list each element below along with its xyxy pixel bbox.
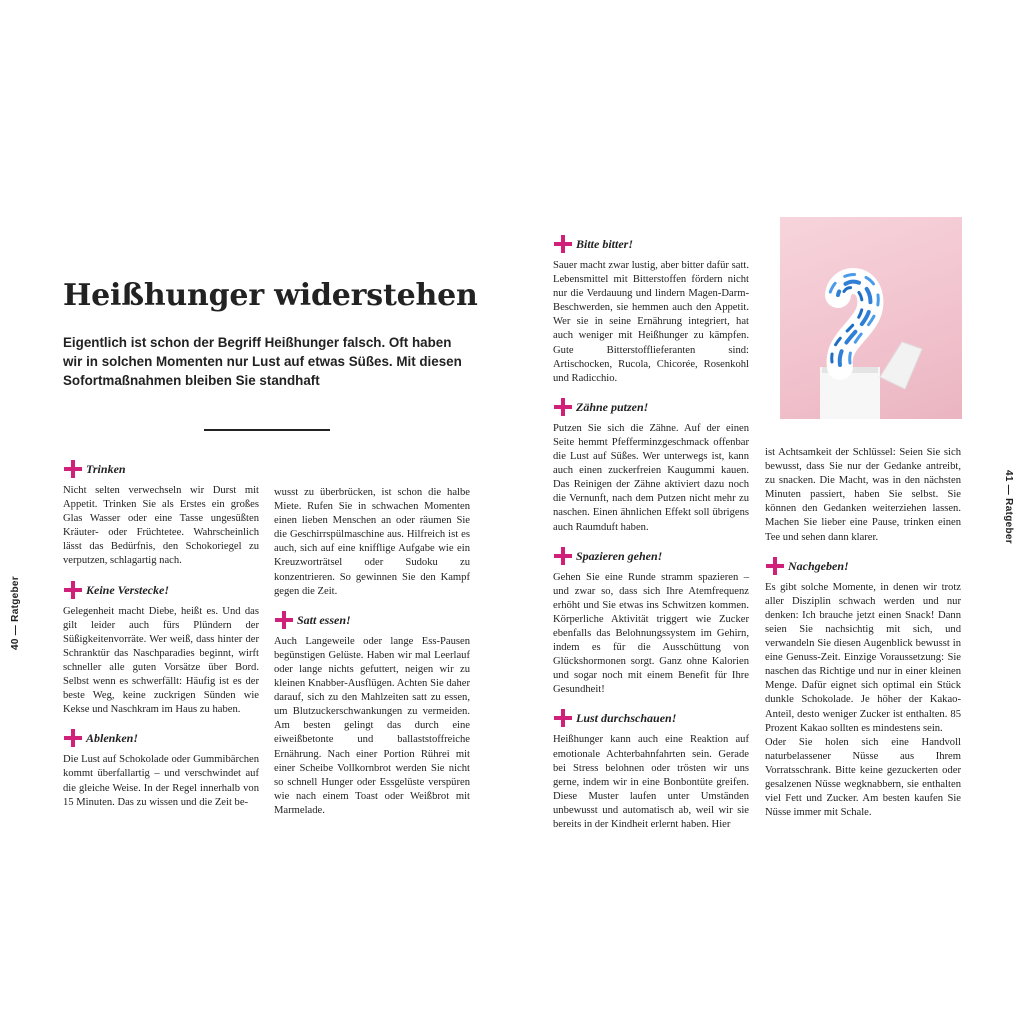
section-body: Putzen Sie sich die Zähne. Auf der einen Seite hemmt Pfefferminzgeschmack offenbar die Lust auf Süßes. Wer unterwegs ist, kann auch einen zuckerfreien Kaugummi kauen. Das Reinigen der Zähne aktiviert dazu noch die Vernunft, nach dem Putzen nicht mehr zu naschen. Einen ähnlichen Effekt soll übrigens auch Raumduft haben. (553, 422, 749, 533)
plus-icon (553, 397, 573, 417)
plus-icon (274, 610, 294, 630)
section-ablenken (63, 727, 259, 809)
section-body: Es gibt solche Momente, in denen wir trotz aller Disziplin schwach werden und nur denken: Ich brauche jetzt einen Snack! Dann seien Sie nachsichtig mit sich, und verwandeln Sie diesen Augenblick bewusst in eine Genuss-Zeit. Einzige Voraussetzung: Sie naschen das Richtige und nur in einer kleinen Menge. Dafür eignet sich optimal ein Stück dunkle Schokolade. Je höher der Kakao-Anteil, desto weniger Zucker ist enthalten. 85 Prozent Kakao sollten es mindestens sein. (765, 581, 961, 734)
section-spazieren-gehen (553, 545, 749, 698)
section-body: Die Lust auf Schokolade oder Gummibärchen kommt überfallartig – und verschwindet auf die gleiche Weise. In der Regel innerhalb von 15 Minuten. Das zu wissen und die Zeit be- (63, 754, 259, 808)
section-heading: Ablenken! (63, 727, 259, 749)
page-number-right: 41 — Ratgeber (1003, 470, 1014, 544)
column-2 (274, 486, 470, 828)
section-heading: Bitte bitter! (553, 233, 749, 255)
article-title: Heißhunger widerstehen (63, 278, 478, 313)
section-body: Auch Langeweile oder lange Ess-Pausen begünstigen Gelüste. Haben wir mal Leerlauf oder lange nichts gefuttert, neigen wir zu kleinen Knabber-Ausflügen. Achten Sie daher darauf, sich zu den Mahlzeiten satt zu essen, um Blutzuckerschwankungen zu vermeiden. Am besten gelingt das durch eine eiweißbetonte und ballaststoffreiche Ernährung. Nach einer Portion Rührei mit einer Scheibe Vollkornbrot werden Sie nicht so schnell Hunger oder Essgelüste verspüren wie nach einem Toast oder Weißbrot mit Marmelade. (274, 635, 470, 816)
title-divider (204, 429, 330, 431)
column-3 (553, 233, 749, 842)
section-heading: Spazieren gehen! (553, 545, 749, 567)
section-keine-verstecke (63, 579, 259, 718)
section-heading: Nachgeben! (765, 555, 961, 577)
section-continued (274, 486, 470, 599)
article-lead: Eigentlich ist schon der Begriff Heißhunger falsch. Oft haben wir in solchen Momenten nur Lust auf etwas Süßes. Mit diesen Sofortmaßnahmen bleiben Sie standhaft (63, 335, 462, 388)
toothpaste-photo (780, 217, 962, 419)
toothpaste-swirl-icon (780, 217, 962, 419)
section-body: wusst zu überbrücken, ist schon die halbe Miete. Rufen Sie in schwachen Momenten einen lieben Menschen an oder räumen Sie die Geschirrspülmaschine aus. Hilfreich ist es auch, sich auf eine knifflige Aufgabe wie ein Kreuzworträtsel oder Sudoku zu konzentrieren. So gewinnen Sie den Kampf gegen die Zeit. (274, 487, 470, 597)
section-heading: Lust durchschauen! (553, 707, 749, 729)
column-1 (63, 458, 259, 820)
section-body: Sauer macht zwar lustig, aber bitter dafür satt. Lebensmittel mit Bitterstoffen fördern nicht nur die Verdauung und lindern Magen-Darm-Beschwerden, sie hemmen auch den Appetit. Wer sie in seine Ernährung integriert, hat auch weniger mit Heißhunger zu kämpfen. Gute Bitterstofflieferanten sind: Artischocken, Rucola, Chicorée, Rosenkohl und Radicchio. (553, 260, 749, 384)
section-satt-essen (274, 609, 470, 818)
section-trinken (63, 458, 259, 569)
plus-icon (765, 556, 785, 576)
plus-icon (63, 459, 83, 479)
plus-icon (63, 728, 83, 748)
section-body: Nicht selten verwechseln wir Durst mit Appetit. Trinken Sie als Erstes ein großes Glas Wasser oder eine Tasse ungesüßten Kräuter- oder Früchtetee. Wahrscheinlich lässt das Bedürfnis, den Schokoriegel zu verputzen, schlagartig nach. (63, 485, 259, 567)
section-heading: Zähne putzen! (553, 396, 749, 418)
section-body: Gelegenheit macht Diebe, heißt es. Und das gilt leider auch fürs Plündern der Süßigkeitenvorräte. Wer weiß, dass hinter der Schranktür das Naschparadies beginnt, wirft schneller alle guten Vorsätze über Bord. Selbst wenn es schwerfällt: Häufig ist es der beste Weg, keine zuckrigen Sünden wie Kekse und Naschkram im Haus zu haben. (63, 605, 259, 716)
section-body: Gehen Sie eine Runde stramm spazieren – und zwar so, dass sich Ihre Atemfrequenz erhöht und Sie etwas ins Schwitzen kommen. Körperliche Aktivität triggert wie Zucker ebenfalls das Belohnungssystem im Gehirn, indem es für die Ausschüttung von Glückshormonen sorgt. Ganz ohne Kalorien und sogar noch mit einem Benefit für Ihre Gesundheit! (553, 571, 749, 696)
plus-icon (553, 546, 573, 566)
section-heading: Trinken (63, 458, 259, 480)
plus-icon (553, 708, 573, 728)
section-nachgeben (765, 555, 961, 821)
section-body: ist Achtsamkeit der Schlüssel: Seien Sie sich bewusst, dass Sie nur der Gedanke antreibt, zu snacken. Die Macht, was in den nächsten Minuten passiert, haben Sie selbst. Sie können den Gedanken weiterziehen lassen. Machen Sie lieber eine Pause, trinken einen Tee und sehen dann klarer. (765, 447, 961, 543)
section-heading: Keine Verstecke! (63, 579, 259, 601)
section-body: Oder Sie holen sich eine Handvoll naturbelassener Nüsse aus Ihrem Vorratsschrank. Bitte keine gezuckerten oder gesalzenen Nüsse wegknabbern, sie enthalten viel Fett und Zucker. Am besten kaufen Sie Nüsse immer mit Schale. (765, 736, 961, 819)
column-4 (765, 446, 961, 830)
section-lust-durchschauen (553, 707, 749, 832)
section-body: Heißhunger kann auch eine Reaktion auf emotionale Achterbahnfahrten sein. Gerade bei Stress belohnen oder trösten wir uns gerne, indem wir in eine Bonbontüte greifen. Diese Muster laufen unter Umständen unbewusst und automatisch ab, weil wir sie bereits in der Kindheit erlernt haben. Hier (553, 734, 749, 830)
section-continued (765, 446, 961, 545)
section-zaehne-putzen (553, 396, 749, 535)
plus-icon (553, 234, 573, 254)
page-number-left: 40 — Ratgeber (10, 576, 21, 650)
section-bitte-bitter (553, 233, 749, 386)
plus-icon (63, 580, 83, 600)
section-heading: Satt essen! (274, 609, 470, 631)
